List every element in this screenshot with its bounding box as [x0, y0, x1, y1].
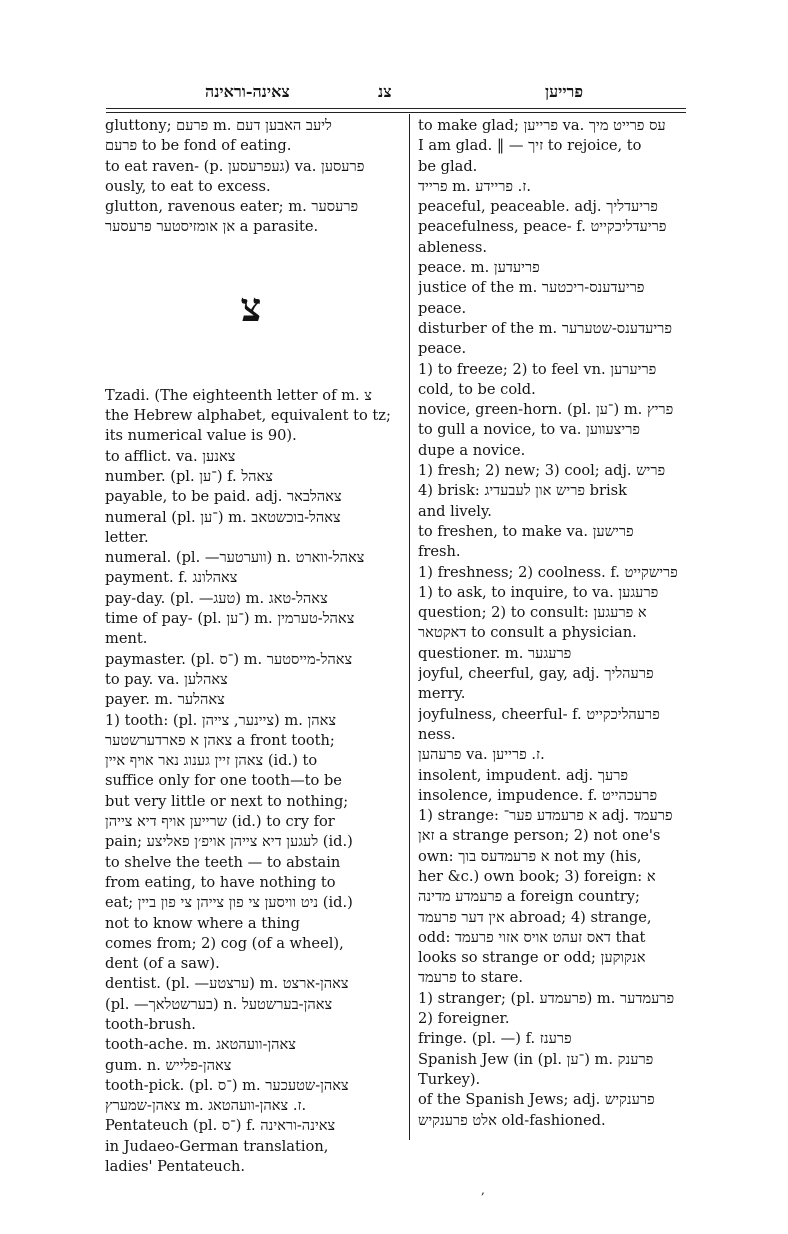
right-column — [418, 116, 710, 1131]
dictionary-line: פרעמד to stare. — [418, 969, 523, 987]
dictionary-line: 4) brisk: פריש און לעבעדיג brisk — [418, 482, 627, 500]
dictionary-line: dentist. (pl. —ערצטע) m. צאהן-ארצט — [105, 975, 349, 993]
dictionary-line: צאהן א פארדערשטער a front tooth; — [105, 731, 335, 749]
dictionary-line: tooth-brush. — [105, 1015, 196, 1033]
dictionary-line: 1) fresh; 2) new; 3) cool; adj. פריש — [418, 462, 666, 480]
dictionary-line: dupe a novice. — [418, 441, 526, 459]
dictionary-line: the Hebrew alphabet, equivalent to tz; — [105, 407, 391, 425]
dictionary-line: in Judaeo-German translation, — [105, 1137, 329, 1155]
dictionary-line: be glad. — [418, 157, 478, 175]
dictionary-line: odd: דאס זעהט אויס אזוי פרעמד that — [418, 928, 646, 946]
dictionary-line: time of pay- (pl. ־ען) m. צאהל-טערמין — [105, 610, 355, 628]
dictionary-line: from eating, to have nothing to — [105, 873, 336, 891]
dictionary-line: payer. m. צאהלער — [105, 691, 225, 709]
dictionary-line: pay-day. (pl. —טעג) m. צאהל-טאג — [105, 589, 328, 607]
dictionary-line: (pl. —בערשטלאך) n. צאהן-בערשטעל — [105, 995, 333, 1013]
dictionary-line: שרייען אויף דיא צייהן (id.) to cry for — [105, 813, 335, 831]
dictionary-line: tooth-pick. (pl. ־ס) m. צאהן-שטעכער — [105, 1076, 349, 1094]
dictionary-line: זאן a strange person; 2) not one's — [418, 827, 661, 845]
dictionary-line: its numerical value is 90). — [105, 427, 297, 445]
dictionary-line: פרעם to be fond of eating. — [105, 137, 292, 155]
dictionary-line: 2) foreigner. — [418, 1010, 510, 1028]
dictionary-line: ness. — [418, 725, 456, 743]
dictionary-line: her &c.) own book; 3) foreign: א — [418, 867, 656, 885]
dictionary-line: ously, to eat to excess. — [105, 177, 271, 195]
dictionary-line: 1) to ask, to inquire, to va. פרעגען — [418, 583, 659, 601]
dictionary-line: צאהן-שמערץ m. ז. צאהן-וועהטאג. — [105, 1097, 307, 1115]
dictionary-line: looks so strange or odd; אנקוקען — [418, 949, 646, 967]
dictionary-line: צאהן זיין גענוג נאר אויף איין (id.) to — [105, 752, 318, 770]
dictionary-line: not to know where a thing — [105, 914, 300, 932]
dictionary-line: own: א פרעמדעס בוך not my (his, — [418, 847, 642, 865]
dictionary-line: ableness. — [418, 238, 487, 256]
dictionary-line: דאקטאר to consult a physician. — [418, 624, 637, 642]
dictionary-line: to freshen, to make va. פרישען — [418, 522, 634, 540]
dictionary-line: Tzadi. (The eighteenth letter of m. צ — [105, 386, 372, 404]
dictionary-line: tooth-ache. m. צאהן-וועהטאג — [105, 1036, 296, 1054]
dictionary-line: suffice only for one tooth—to be — [105, 772, 342, 790]
dictionary-line: to afflict. va. צאנען — [105, 447, 236, 465]
left-column — [105, 116, 397, 1177]
dictionary-line: but very little or next to nothing; — [105, 792, 349, 810]
dictionary-line: Spanish Jew (in (pl. ־ען) m. פרענק — [418, 1050, 654, 1068]
dictionary-line: joyfulness, cheerful- f. פרעהליכקייט — [418, 705, 660, 723]
dictionary-line: פרייד m. ז. פריידע. — [418, 177, 531, 195]
page-number: צנ — [378, 82, 392, 101]
dictionary-line: 1) freshness; 2) coolness. f. פרישקייט — [418, 563, 678, 581]
dictionary-line: peacefulness, peace- f. פריעדליכקייט — [418, 218, 667, 236]
dictionary-line: payable, to be paid. adj. צאהלבאר — [105, 488, 342, 506]
header-right-word: פרייען — [545, 82, 584, 101]
dictionary-line: letter. — [105, 528, 149, 546]
dictionary-line: ment. — [105, 630, 148, 648]
dictionary-line: insolence, impudence. f. פרעכהייט — [418, 786, 658, 804]
dictionary-line: novice, green-horn. (pl. ־ען) m. פריץ — [418, 401, 674, 419]
dictionary-line: 1) to freeze; 2) to feel vn. פריערען — [418, 360, 657, 378]
dictionary-line: eat; ניט וויסען צי פון צייהן צי פון ביין (id.) — [105, 894, 353, 912]
column-divider — [409, 114, 410, 1140]
dictionary-line: glutton, ravenous eater; m. פרעסער — [105, 198, 359, 216]
dictionary-line: peace. — [418, 299, 467, 317]
dictionary-line: paymaster. (pl. ־ס) m. צאהל-מייסטער — [105, 650, 353, 668]
dictionary-line: פרעמדע מדינה a foreign country; — [418, 888, 640, 906]
page-mark: , — [481, 1183, 485, 1197]
dictionary-line: pain; לעגען דיא צייהן אויפ׳ן פאליצע (id.) — [105, 833, 353, 851]
dictionary-line: question; 2) to consult: א פרעגען — [418, 604, 647, 622]
dictionary-line: to eat raven- (p. געפרעסען) va. פרעסען — [105, 157, 365, 175]
page-header — [0, 82, 788, 106]
dictionary-line: number. (pl. ־ען) f. צאהל — [105, 467, 273, 485]
dictionary-line: to make glad; פרייען va. עס פרייט מיך — [418, 117, 666, 134]
dictionary-line: peace. m. פריעדען — [418, 259, 540, 277]
dictionary-line: questioner. m. פרעגער — [418, 644, 572, 662]
dictionary-line: 1) stranger; (pl. פרעמדע) m. פרעמדער — [418, 989, 675, 1007]
dictionary-line: and lively. — [418, 502, 492, 520]
dictionary-line: Turkey). — [418, 1070, 481, 1088]
dictionary-line: dent (of a saw). — [105, 955, 220, 973]
dictionary-line: cold, to be cold. — [418, 380, 536, 398]
dictionary-line: peaceful, peaceable. adj. פריעדליך — [418, 198, 658, 216]
dictionary-line: gum. n. צאהן-פלייש — [105, 1056, 232, 1074]
dictionary-line: Pentateuch (pl. ־ס) f. צאינה-וראינה — [105, 1117, 336, 1135]
dictionary-line: of the Spanish Jews; adj. פרענקיש — [418, 1091, 655, 1109]
dictionary-line: joyful, cheerful, gay, adj. פרעהליך — [418, 665, 654, 683]
dictionary-line: אלט פרענקיש old-fashioned. — [418, 1111, 606, 1129]
dictionary-line: אין דער פרעמד abroad; 4) strange, — [418, 908, 652, 926]
section-letter-tzadi: צ — [240, 283, 262, 331]
dictionary-line: numeral. (pl. —ווערטער) n. צאהל-ווארט — [105, 549, 365, 567]
dictionary-line: פרעהען va. ז. פרייען. — [418, 746, 545, 764]
dictionary-line: justice of the m. פריעדענס-ריכטער — [418, 279, 645, 297]
dictionary-line: comes from; 2) cog (of a wheel), — [105, 934, 344, 952]
dictionary-line: merry. — [418, 685, 466, 703]
dictionary-line: I am glad. ‖ — זיך to rejoice, to — [418, 137, 642, 155]
dictionary-line: insolent, impudent. adj. פרעך — [418, 766, 629, 784]
dictionary-line: fringe. (pl. —) f. פרענז — [418, 1030, 572, 1048]
dictionary-line: disturber of the m. פריעדענס-שטערער — [418, 319, 672, 337]
header-rule-thin — [106, 112, 686, 113]
dictionary-line: fresh. — [418, 543, 461, 561]
dictionary-line: payment. f. צאהלונג — [105, 569, 238, 587]
header-rule — [106, 108, 686, 109]
dictionary-line: 1) strange: א פרעמדע פער־ adj. פרעמד — [418, 807, 673, 825]
dictionary-line: 1) tooth: (pl. ציינער, צייהן) m. צאהן — [105, 711, 337, 729]
dictionary-line: to pay. va. צאהלען — [105, 670, 228, 688]
dictionary-line: numeral (pl. ־ען) m. צאהל-בוכשטאב — [105, 508, 341, 526]
dictionary-line: to gull a novice, to va. פריצעווען — [418, 421, 641, 439]
dictionary-line: אן אומזיסטער פרעסער a parasite. — [105, 218, 319, 236]
dictionary-line: ladies' Pentateuch. — [105, 1158, 246, 1176]
header-left-word: צאינה-וראינה — [205, 82, 290, 101]
dictionary-line: gluttony; פרעם m. ליעב האבען דעם — [105, 117, 332, 134]
dictionary-line: peace. — [418, 340, 467, 358]
dictionary-line: to shelve the teeth — to abstain — [105, 853, 341, 871]
